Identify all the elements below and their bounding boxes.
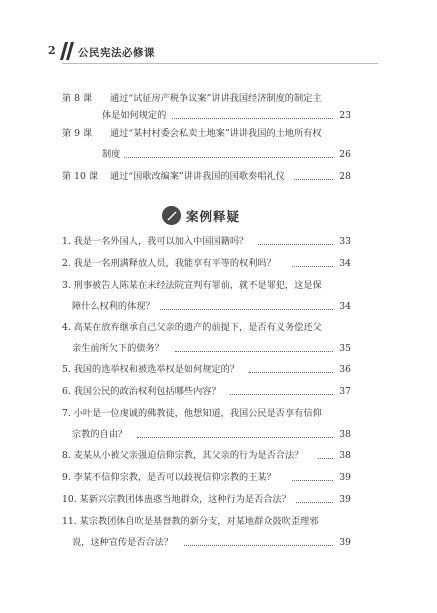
- toc-question-11[interactable]: 11. 某宗教团体自吹是基督教的新分支，对某地群众鼓吹歪理邪: [62, 516, 319, 527]
- dot-leader: [296, 502, 333, 503]
- lesson-label: 第 8 课: [62, 93, 93, 104]
- lesson-title-line1: 通过“试征房产税争议案”讲讲我国经济制度的制定主: [110, 93, 322, 104]
- page-ref: 26: [339, 149, 351, 160]
- question-line2: 亲生前所欠下的债务？: [72, 343, 164, 354]
- page-ref: 28: [339, 171, 351, 182]
- lesson-title-line1: 通过“某村村委会私卖土地案”讲讲我国的土地所有权: [110, 128, 322, 139]
- lesson-title-line2: 体是如何规定的: [102, 110, 167, 121]
- toc-leader: [292, 471, 351, 485]
- question-line2: 宗教的自由？: [72, 429, 128, 440]
- page-ref: 38: [339, 429, 351, 440]
- dot-leader: [175, 351, 333, 352]
- page-ref: 34: [339, 258, 351, 269]
- toc-question-2[interactable]: 2. 我是一名刑满释放人员，我能享有平等的权利吗？: [62, 258, 276, 269]
- book-title: 公民宪法必修课: [78, 47, 155, 59]
- toc-leader: [175, 342, 351, 356]
- running-header: [48, 42, 163, 62]
- pen-icon: [162, 206, 181, 225]
- lesson-title-line2: 制度: [102, 149, 121, 160]
- toc-leader: [184, 536, 351, 550]
- toc-leader: [249, 363, 351, 377]
- toc-question-5[interactable]: 5. 我国的选举权和被选举权是如何规定的？: [62, 364, 240, 375]
- toc-leader: [230, 385, 351, 399]
- dot-leader: [124, 157, 333, 158]
- toc-question-6[interactable]: 6. 我国公民的政治权利包括哪些内容？: [62, 386, 221, 397]
- dot-leader: [292, 480, 333, 481]
- toc-question-4[interactable]: 4. 高某在放弃继承自己父亲的遗产的前提下，是否有义务偿还父: [62, 322, 322, 333]
- toc-question-3[interactable]: 3. 刑事被告人陈某在未经法院宣判有罪前，就不是罪犯，这是保: [62, 280, 322, 291]
- dot-leader: [172, 118, 333, 119]
- double-slash-icon: [60, 42, 74, 60]
- toc-leader: [258, 235, 351, 249]
- page-ref: 39: [339, 472, 351, 483]
- lesson-title-line1: 通过“国歌改编案”讲讲我国的国歌奏唱礼仪: [110, 171, 285, 182]
- page-ref: 35: [339, 343, 351, 354]
- page-ref: 34: [339, 301, 351, 312]
- toc-lesson-10[interactable]: [62, 170, 285, 184]
- dot-leader: [292, 266, 333, 267]
- section-title: 案例释疑: [186, 209, 241, 224]
- lesson-label: 第 10 课: [62, 171, 98, 182]
- toc-leader: [124, 148, 351, 162]
- toc-question-10[interactable]: 10. 某新兴宗教团体蛊惑当地群众，这种行为是否合法？: [62, 494, 291, 505]
- dot-leader: [137, 437, 333, 438]
- page-ref: 36: [339, 364, 351, 375]
- toc-question-9[interactable]: 9. 李某不信仰宗教，是否可以歧视信仰宗教的王某？: [62, 472, 276, 483]
- header-divider: [62, 63, 378, 64]
- dot-leader: [249, 372, 333, 373]
- dot-leader: [318, 458, 333, 459]
- lesson-label: 第 9 课: [62, 128, 93, 139]
- toc-leader: [172, 109, 351, 123]
- toc-leader: [296, 493, 351, 507]
- dot-leader: [184, 545, 333, 546]
- dot-leader: [294, 179, 333, 180]
- toc-leader: [292, 257, 351, 271]
- dot-leader: [258, 244, 333, 245]
- page-ref: 39: [339, 537, 351, 548]
- dot-leader: [160, 309, 333, 310]
- dot-leader: [230, 394, 333, 395]
- section-heading: [162, 205, 277, 229]
- toc-question-8[interactable]: 8. 麦某从小被父亲强迫信仰宗教，其父亲的行为是否合法？: [62, 450, 304, 461]
- toc-lesson-9[interactable]: [62, 127, 322, 141]
- toc-lesson-8[interactable]: [62, 92, 322, 106]
- toc-leader: [318, 449, 351, 463]
- page-ref: 33: [339, 236, 351, 247]
- page-ref: 23: [339, 110, 351, 121]
- page-ref: 37: [339, 386, 351, 397]
- page-ref: 38: [339, 450, 351, 461]
- question-line2: 说，这种宣传是否合法？: [72, 537, 174, 548]
- page-number: 2: [48, 44, 56, 57]
- page-ref: 39: [339, 494, 351, 505]
- question-line2: 障什么权利的体现？: [72, 301, 155, 312]
- toc-question-1[interactable]: 1. 我是一名外国人，我可以加入中国国籍吗？: [62, 236, 249, 247]
- toc-leader: [137, 428, 351, 442]
- toc-leader: [160, 300, 351, 314]
- toc-leader: [294, 170, 351, 184]
- toc-question-7[interactable]: 7. 小叶是一位虔诚的佛教徒，他想知道，我国公民是否享有信仰: [62, 408, 322, 419]
